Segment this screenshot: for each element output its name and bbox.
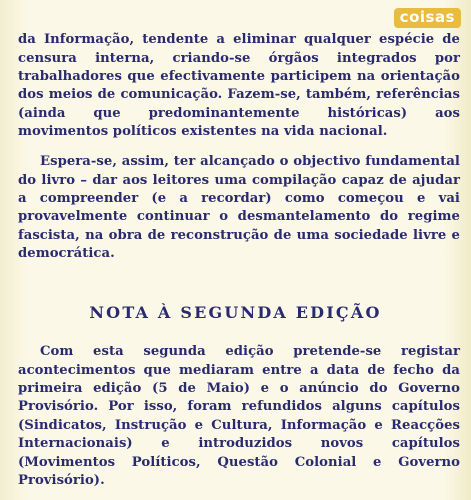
paragraph-1: da Informação, tendente a eliminar qualquer espécie de censura interna, criando-se órgãos integrados por trabalhadores que efectivamente participem na orientação dos meios de comunicação. Fazem-se, também, referências (ainda que predominantemente históricas) aos movimentos políticos existentes na vida nacional. bbox=[18, 32, 460, 140]
watermark-logo: coisas bbox=[394, 8, 461, 28]
paragraph-3: Com esta segunda edição pretende-se registar acontecimentos que mediaram entre a data de fecho da primeira edição (5 de Maio) e o anúncio do Governo Provisório. Por isso, foram refundidos alguns capítulos (Sindicatos, Instrução e Cultura, Informação e Reacções Internacionais) e introduzidos novos capítulos (Movimentos Políticos, Questão Colonial e Governo Provisório). bbox=[18, 344, 460, 489]
section-heading: NOTA À SEGUNDA EDIÇÃO bbox=[89, 303, 382, 323]
paragraph-2: Espera-se, assim, ter alcançado o objectivo fundamental do livro – dar aos leitores uma compilação capaz de ajudar a compreender (e a recordar) como começou e vai provavelmente continuar o desmantelamento do regime fascista, na obra de reconstrução de uma sociedade livre e democrática. bbox=[18, 154, 460, 262]
